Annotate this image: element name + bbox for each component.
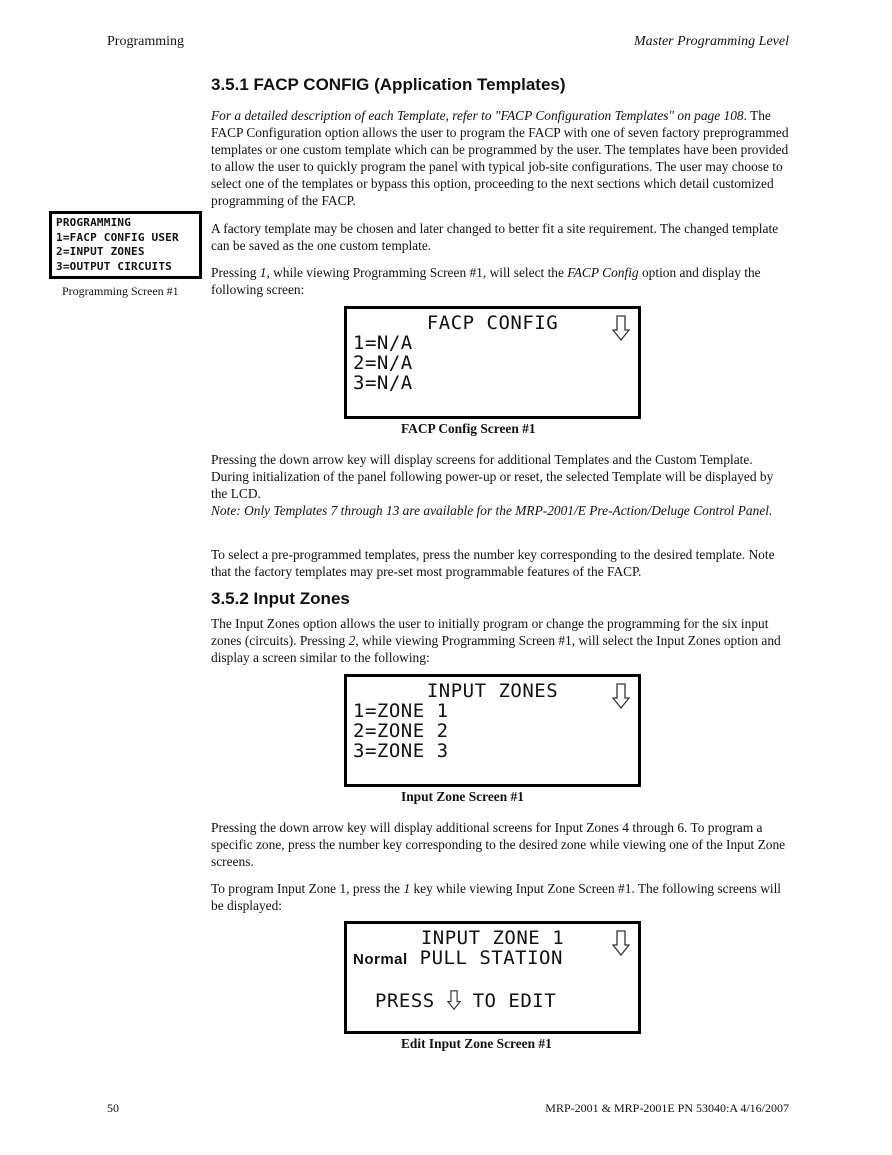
header-section-name: Programming: [107, 34, 184, 49]
lcd-line: 3=N/A: [353, 372, 413, 394]
section-title-facp-config: 3.5.1 FACP CONFIG (Application Templates): [211, 75, 566, 94]
lcd-line: 1=FACP CONFIG USER: [56, 230, 179, 244]
lcd-title: INPUT ZONES: [426, 680, 559, 702]
press-text: PRESS: [375, 990, 435, 1012]
section2-paragraph-2: Pressing the down arrow key will display additional screens for Input Zones 4 through 6. To program a specific zone, press the number key corresponding to the desired zone while viewing one of the Input Zone screens.: [211, 820, 786, 869]
zone-status-label: Normal: [353, 951, 408, 968]
facp-config-screen-caption: FACP Config Screen #1: [401, 421, 536, 436]
lcd-line: 3=OUTPUT CIRCUITS: [56, 259, 172, 273]
template-reference-link[interactable]: For a detailed description of each Template, refer to "FACP Configuration Templates" on page 108: [211, 108, 744, 123]
lcd-line: PROGRAMMING: [56, 216, 132, 229]
section1-paragraph-1: For a detailed description of each Template, refer to "FACP Configuration Templates" on page 108. The FACP Configuration option allows the user to program the FACP with one of seven factory preprogrammed templates or one custom template which can be programmed by the user. The templates have been provided to allow the user to quickly program the panel with typical job-site configurations. The user may choose to select one of the templates or bypass this option, proceeding to the next sections which detail customized programming of the FACP.: [211, 108, 789, 208]
section1-paragraph-4: Pressing the down arrow key will display screens for additional Templates and the Custom Template. During initialization of the panel following power-up or reset, the selected Template will be displayed by the LCD. Note: Only Templates 7 through 13 are available for the MRP-2001/E Pre-Action/Deluge Control Panel.: [211, 452, 774, 518]
section2-paragraph-3: To program Input Zone 1, press the 1 key while viewing Input Zone Screen #1. The following screens will be displayed:: [211, 881, 782, 913]
lcd-line: 1=ZONE 1: [353, 700, 449, 722]
edit-input-zone-screen-caption: Edit Input Zone Screen #1: [401, 1036, 552, 1051]
section1-paragraph-5: To select a pre-programmed templates, press the number key corresponding to the desired template. Note that the factory templates may pre-set most programmable features of the FACP.: [211, 547, 775, 579]
lcd-line-press: [353, 990, 632, 1011]
input-zone-screen-caption: Input Zone Screen #1: [401, 789, 524, 804]
footer-page-number: 50: [107, 1101, 119, 1115]
down-arrow-icon: [612, 930, 630, 956]
programming-screen-lcd: [49, 211, 202, 279]
programming-screen-caption: Programming Screen #1: [62, 284, 179, 298]
lcd-line: 2=ZONE 2: [353, 720, 449, 742]
to-edit-text: TO EDIT: [472, 990, 557, 1012]
down-arrow-icon: [612, 683, 630, 709]
edit-input-zone-screen-lcd: [344, 921, 641, 1034]
lcd-line-blank: [353, 970, 632, 990]
header-level-name: Master Programming Level: [633, 34, 789, 49]
input-zone-screen-lcd: [344, 674, 641, 787]
section1-paragraph-2: A factory template may be chosen and later changed to better fit a site requirement. The changed template can be saved as the one custom template.: [211, 221, 779, 253]
facp-config-screen-lcd: [344, 306, 641, 419]
lcd-line: 2=INPUT ZONES: [56, 245, 145, 258]
lcd-title: FACP CONFIG: [426, 312, 559, 334]
lcd-title: INPUT ZONE 1: [420, 927, 565, 949]
templates-note: Note: Only Templates 7 through 13 are available for the MRP-2001/E Pre-Action/Deluge Control Panel.: [211, 503, 773, 518]
section-title-input-zones: 3.5.2 Input Zones: [211, 589, 350, 608]
lcd-line-type: [353, 948, 632, 970]
down-arrow-icon: [612, 315, 630, 341]
section1-paragraph-3: Pressing 1, while viewing Programming Screen #1, will select the FACP Config option and display the following screen:: [211, 265, 761, 297]
section2-paragraph-1: The Input Zones option allows the user to initially program or change the programming for the six input zones (circuits). Pressing 2, while viewing Programming Screen #1, will select the Input Zones option and display a screen similar to the following:: [211, 616, 781, 665]
footer-document-id: MRP-2001 & MRP-2001E PN 53040:A 4/16/2007: [545, 1101, 789, 1115]
lcd-line: 3=ZONE 3: [353, 740, 449, 762]
down-arrow-icon: [447, 990, 461, 1010]
lcd-line: 2=N/A: [353, 352, 413, 374]
lcd-line: 1=N/A: [353, 332, 413, 354]
zone-type: PULL STATION: [419, 947, 563, 969]
